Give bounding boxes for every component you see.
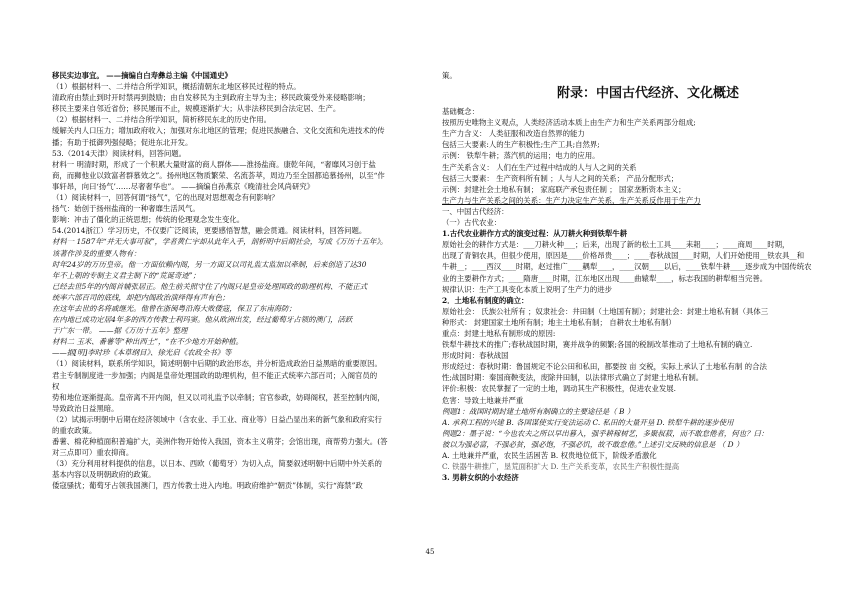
left-line: 基本内容以及明朝政府的政策。 bbox=[52, 470, 156, 480]
left-line: （1）根据材料一、二并结合所学知识，概括清朝东北地区移民过程的特点。 bbox=[52, 82, 301, 92]
right-line: 例题2：墨子说：“今也农夫之所以早出暮入，强乎耕稼树艺，多聚叔菽，而不敢怠倦者，何也？曰： bbox=[442, 428, 769, 438]
left-line: 材料一 1587年“并无大事可叙”，学者黄仁宇却从此年入手，剖析明中后期社会，写成《万历十五年》。 bbox=[52, 237, 388, 247]
left-line: 于广东一带。 ——据《万历十五年》整理 bbox=[52, 326, 188, 336]
left-line: 缓解关内人口压力；增加政府收入；加强对东北地区的管理；促进民族融合、文化交流和先进技术的传 bbox=[52, 126, 385, 136]
left-line: 导致政治日益黑暗。 bbox=[52, 403, 119, 413]
right-line: 策。 bbox=[442, 71, 457, 80]
left-line: （1）阅读材料一，回答何谓“扬气”，它的出现对思想观念有何影响？ bbox=[52, 193, 279, 203]
left-line: 的重农政策。 bbox=[52, 426, 97, 435]
right-line: 生产力与生产关系之间的关系：生产力决定生产关系，生产关系反作用于生产力 bbox=[442, 195, 701, 205]
right-line: 重点：封建土地私有制形成的原因: bbox=[442, 328, 556, 338]
right-line: 基础概念： bbox=[442, 107, 479, 117]
right-line: 形成时间：春秋战国 bbox=[442, 351, 509, 361]
left-line: 播；有助于抵御列强侵略；促进东北开发。 bbox=[52, 137, 193, 147]
right-line: 生产力含义： 人类征服和改造自然界的能力 bbox=[442, 129, 585, 139]
right-line: 规律认识：生产工具变化本质上说明了生产力的进步 bbox=[442, 284, 612, 294]
right-line: 附录：中国古代经济、文化概述 bbox=[556, 86, 739, 102]
left-line: 54.(2014浙江）学习历史，不仅要广泛阅读，更要感悟智慧，融会贯通。阅读材料，回答问题。 bbox=[52, 226, 367, 236]
left-line: 该著作涉及的重要人物有： bbox=[52, 248, 141, 258]
right-line: 生产关系含义： 人们在生产过程中结成的人与人之间的关系 bbox=[442, 162, 637, 172]
left-line: 影响：冲击了僵化的正统思想；传统的伦理观念发生变化。 bbox=[52, 215, 245, 225]
left-line: 统率六部百司的底线，却把内阁政治演绎得有声有色； bbox=[52, 292, 230, 302]
left-line: 在内地已成功定居4年多的西方传教士利玛窦。他从欧洲出发，经过葡萄牙占领的澳门，活跃 bbox=[52, 315, 353, 325]
right-line: A. 土地兼并严重，农民生活困苦 B. 权贵地位低下，阶级矛盾激化 bbox=[442, 451, 657, 460]
left-line: 事轩昂，向曰‘扬气’……尽奢奢华也”。 ——摘编自孙燕京《晚清社会风尚研究》 bbox=[52, 181, 315, 191]
left-line: 材料二 玉米、番薯等“种出西土”，“在不少地方开始种植。 bbox=[52, 337, 244, 347]
left-line: 材料一 明清时期，形成了一个积累大量财富的商人群体——淮扬盐商。康乾年间，“奢靡风习创于盐 bbox=[52, 159, 376, 169]
left-line: 倭寇骚扰；葡萄牙占领我国澳门，西方传教士进入内地。明政府维护“朝贡”体制，实行“海禁”政 bbox=[52, 481, 363, 491]
right-line: （一）古代农业： bbox=[442, 218, 502, 228]
left-line: 清政府由禁止到时开时禁再到鼓励；由自发移民为主到政府主导为主；移民政策受外来侵略影响； bbox=[52, 93, 370, 103]
right-line: 一、中国古代经济： bbox=[442, 206, 509, 216]
right-line: 按照历史唯物主义观点，人类经济活动本质上由生产力和生产关系两部分组成; bbox=[442, 118, 696, 128]
page-number: 45 bbox=[425, 548, 435, 556]
left-line: （2）根据材料一、二并结合所学知识，简析移民东北的历史作用。 bbox=[52, 115, 272, 125]
left-line: 移民实边事宜。 ——摘编自白寿彝总主编《中国通史》 bbox=[52, 71, 232, 80]
right-line: 牛耕__；____西汉____时期，赵过推广____耦犁____，____汉朝____以后，____铁犁牛耕____逐步成为中国传统农 bbox=[442, 262, 812, 272]
left-line: 商，而狮他业以致富者群慕效之”。扬州地区物质繁荣、名流荟萃，周边乃至全国都追慕扬州，以至“作 bbox=[52, 170, 385, 180]
right-line: 铁犁牛耕技术的推广;春秋战国时期，赛并战争的频繁;各国的税制改革推动了土地私有制的确立. bbox=[442, 340, 753, 350]
right-line: 包括三大要素： 生产资料所有制 ；人与人之间的关系； 产品分配形式； bbox=[442, 173, 679, 183]
right-line: A. 承利工程的兴建 B. 各国谋使实行变法运动 C. 私田的大量开垦 D. 铁犁牛耕的逐步使用 bbox=[442, 417, 734, 427]
right-line: 1.古代农业耕作方式的演变过程：从刀耕火种到铁犁牛耕 bbox=[442, 229, 628, 239]
left-line: 移民主要来自邻近省份；移民屡而不止，规模逐渐扩大；从非法移民到合法定居、生产。 bbox=[52, 104, 341, 114]
right-line: 示例：封建社会土地私有制； 家庭联产承包责任制 ； 国家垄断资本主义； bbox=[442, 184, 686, 194]
right-line: 彼以为强必富，不强必贫，强必饱，不强必饥，故不敢怠倦。”上述引文反映的信息是 （ D ） bbox=[442, 439, 744, 449]
right-line: 3. 男耕女织的小农经济 bbox=[442, 473, 519, 483]
left-line: （2）试揭示明朝中后期在经济领域中（含农业、手工业、商业等）日益凸显出来的新气象和政府实行 bbox=[52, 414, 382, 424]
left-line: ——据[明]李时珍《本草纲目》、徐光启《农政全书》等 bbox=[52, 348, 232, 358]
left-line: 君主专制制度进一步加强；内阁是皇帝处理国政的助理机构，但不能正式统率六部百司；入阁官员的 bbox=[52, 370, 378, 380]
left-line: 53.（2014天津）阅读材料，回答问题。 bbox=[52, 148, 187, 158]
left-line: 扬气：始创于扬州盐商的一种奢靡生活风气。 bbox=[52, 204, 200, 214]
right-line: 危害：导致土地兼并严重 bbox=[442, 395, 524, 405]
right-line: C. 铁器牛耕推广，垦荒面积扩大 D. 生产关系变革，农民生产积极性提高 bbox=[442, 462, 680, 472]
right-line: 2．土地私有制度的确立： bbox=[442, 295, 529, 305]
left-line: （1）阅读材料，联系所学知识，简述明朝中后期的政治形态，并分析造成政治日益黑暗的重要原因。 bbox=[52, 359, 382, 369]
right-line: 示例： 铁犁牛耕；蒸汽机的运用；电力的应用。 bbox=[442, 151, 600, 161]
right-line: 形成经过：春秋时期：鲁国规定不论公田和私田，都要按 亩 交税，实际上承认了土地私有制 的合法 bbox=[442, 362, 767, 372]
right-line: 原始社会： 氏族公社所有 ；奴隶社会：井田制（土地国有制）；封建社会：封建土地私有制（具体三 bbox=[442, 306, 769, 316]
left-column bbox=[52, 70, 428, 492]
right-line: 评价:积极：农民掌握了一定的土地，调动其生产积极性，促进农业发展. bbox=[442, 384, 676, 394]
left-line: 时年24岁的万历皇帝。他一方面依赖内阁，另一方面又以司礼监太监加以牵制，后来创造了达30 bbox=[52, 259, 367, 269]
left-line: 对三点即可）重农抑商。 bbox=[52, 448, 134, 458]
right-line: 性;战国时期：秦国商鞅变法，废除井田制，以法律形式确立了封建土地私有制。 bbox=[442, 373, 704, 383]
left-line: 势和地位逐渐提高。皇帝离不开内阁，但又以司礼监予以牵制；官官参政，妨碍阁权，甚至控制内阁， bbox=[52, 392, 385, 402]
left-line: 权 bbox=[52, 381, 60, 391]
right-line: 例题1：战国时期封建土地所有制确立的主要途径是（ B ） bbox=[442, 406, 635, 416]
right-line: 出现了青铜农具，但很少使用，原因是____价格昂贵____；____春秋战国____时期，人们开始使用__铁农具__和 bbox=[442, 251, 805, 261]
left-line: 番薯、棉花种植面积普遍扩大，美洲作物开始传入我国，资本主义萌芽；会馆出现，商帮势力强大。(答 bbox=[52, 437, 388, 447]
left-line: （3）充分利用材料提供的信息，以日本、西欧（葡萄牙）为切入点，简要叙述明朝中后期中外关系的 bbox=[52, 459, 382, 469]
right-line: 业的主要耕作方式；____隋唐____时期，江东地区出现____曲辕犁____，标志我国的耕犁相当完善。 bbox=[442, 273, 768, 283]
right-line: 原始社会的耕作方式是：___刀耕火种___；后来，出现了新的松土工具____耒耜____；____商周____时期， bbox=[442, 240, 790, 250]
left-line: 在这年去世的名将戚继光。他曾在浙闽粤沿海大败倭寇，保卫了东南海防； bbox=[52, 303, 296, 313]
right-column bbox=[442, 70, 814, 483]
right-line: 包括三大要素:人的生产积极性;生产工具;自然界; bbox=[442, 140, 600, 150]
left-line: 已经去世5年的内阁首辅张居正。他生前关照守住了内阁只是皇帝处理国政的助理机构、不能正式 bbox=[52, 281, 368, 291]
right-line: 种形式： 封建国家土地所有制；地主土地私有制； 自耕农土地私有制） bbox=[442, 317, 676, 327]
left-line: 年不上朝的专制主义君主制下的“荒诞奇迹”； bbox=[52, 270, 200, 280]
